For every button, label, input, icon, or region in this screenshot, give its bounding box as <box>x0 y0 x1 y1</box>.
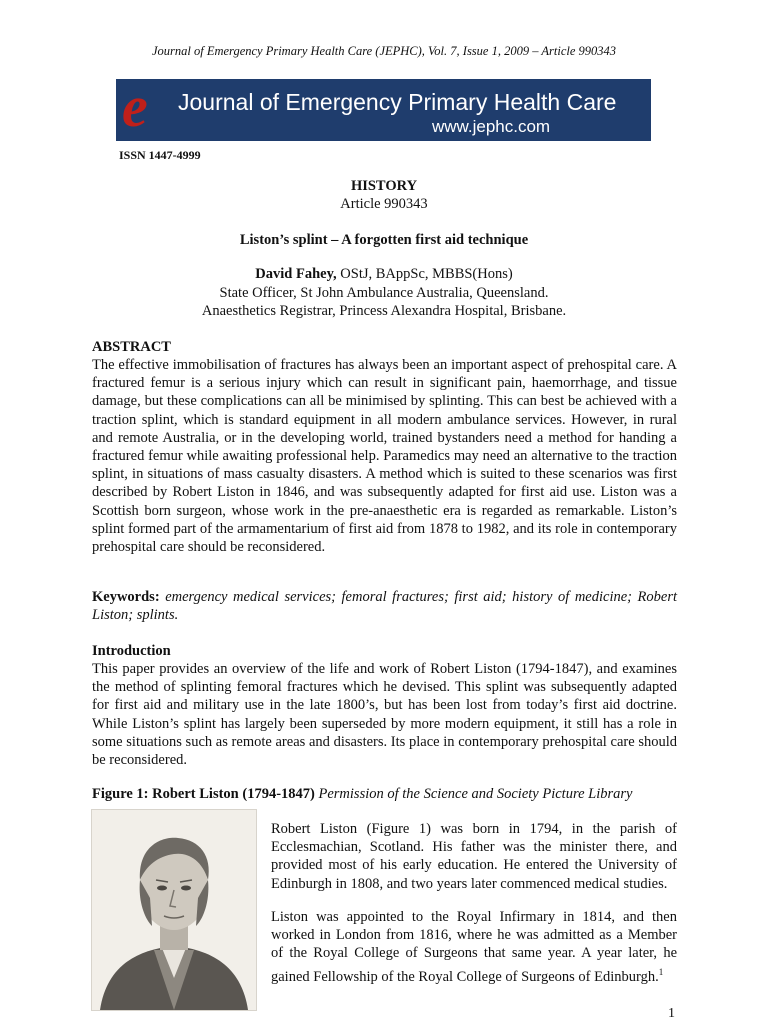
keywords-text: emergency medical services; femoral fractures; first aid; history of medicine; Robert Liston; splints. <box>92 589 677 624</box>
figure-caption <box>92 785 677 803</box>
running-head: Journal of Emergency Primary Health Care (JEPHC), Vol. 7, Issue 1, 2009 – Article 990343 <box>151 44 617 58</box>
abstract-heading: ABSTRACT <box>92 339 171 355</box>
keywords-label: Keywords: <box>92 589 160 605</box>
author-line <box>0 266 768 283</box>
biography-paragraph-2-text: Liston was appointed to the Royal Infirmary in 1814, and then worked in London from 1816, where he was admitted as a Member of the Royal College of Surgeons that same year. A year later, he gained Fellowship of the Royal College of Surgeons of Edinburgh. <box>271 909 677 985</box>
keywords <box>92 588 677 624</box>
affiliation-1: State Officer, St John Ambulance Australia, Queensland. <box>219 285 549 301</box>
author-name: David Fahey, <box>255 266 337 282</box>
issn: ISSN 1447-4999 <box>119 148 201 162</box>
figure-credit: Permission of the Science and Society Picture Library <box>314 786 633 802</box>
page-number: 1 <box>668 1006 675 1021</box>
article-title: Liston’s splint – A forgotten first aid technique <box>239 232 529 248</box>
journal-banner-url: www.jephc.com <box>432 117 551 136</box>
figure-label: Figure 1: Robert Liston (1794-1847) <box>92 786 315 802</box>
author-credentials: OStJ, BAppSc, MBBS(Hons) <box>336 266 513 282</box>
journal-logo-e: e <box>122 79 148 139</box>
portrait-engraving <box>92 810 256 1010</box>
journal-banner-title: Journal of Emergency Primary Health Care <box>178 89 617 115</box>
article-number: Article 990343 <box>340 196 428 212</box>
biography-paragraph-1: Robert Liston (Figure 1) was born in 1794, in the parish of Ecclesmachian, Scotland. His father was the minister there, and provided most of his early education. He entered the University of Edinburgh in 1808, and two years later commenced medical studies. <box>271 821 677 892</box>
affiliation-2: Anaesthetics Registrar, Princess Alexandra Hospital, Brisbane. <box>201 303 567 319</box>
introduction-heading: Introduction <box>92 643 171 659</box>
robert-liston-portrait <box>91 809 257 1011</box>
biography-paragraph-2 <box>271 908 677 986</box>
section-heading: HISTORY <box>350 178 418 194</box>
footnote-reference[interactable]: 1 <box>658 966 664 977</box>
abstract-text: The effective immobilisation of fractures has always been an important aspect of prehospital care. A fractured femur is a serious injury which can result in significant pain, haemorrhage, and tissue damage, but these complications can all be minimised by splinting. This can best be achieved with a traction splint, which is standard equipment in all modern ambulance services. However, in rural and remote Australia, or in the developing world, trained bystanders need a method for handing a fractured femur while awaiting professional help. Paramedics may need an alternative to the traction splint, in situations of mass casualty disasters. A method which is suited to these scenarios was first described by Robert Liston in 1846, and was subsequently adapted for first aid use. Liston was a Scottish born surgeon, whose work in the pre-anaesthetic era is regarded as remarkable. Liston’s splint formed part of the armamentarium of first aid from 1878 to 1982, and its role in contemporary prehospital care should be reconsidered. <box>92 357 677 556</box>
introduction-text: This paper provides an overview of the life and work of Robert Liston (1794-1847), and examines the method of splinting femoral fractures which he devised. This splint was subsequently adapted for first aid and military use in the late 1800’s, but has been lost from today’s first aid doctrine. While Liston’s splint has largely been superseded by more modern equipment, it still has a role in some situations such as remote areas and disasters. Its place in contemporary prehospital care should be reconsidered. <box>92 661 677 769</box>
journal-banner <box>116 79 651 141</box>
